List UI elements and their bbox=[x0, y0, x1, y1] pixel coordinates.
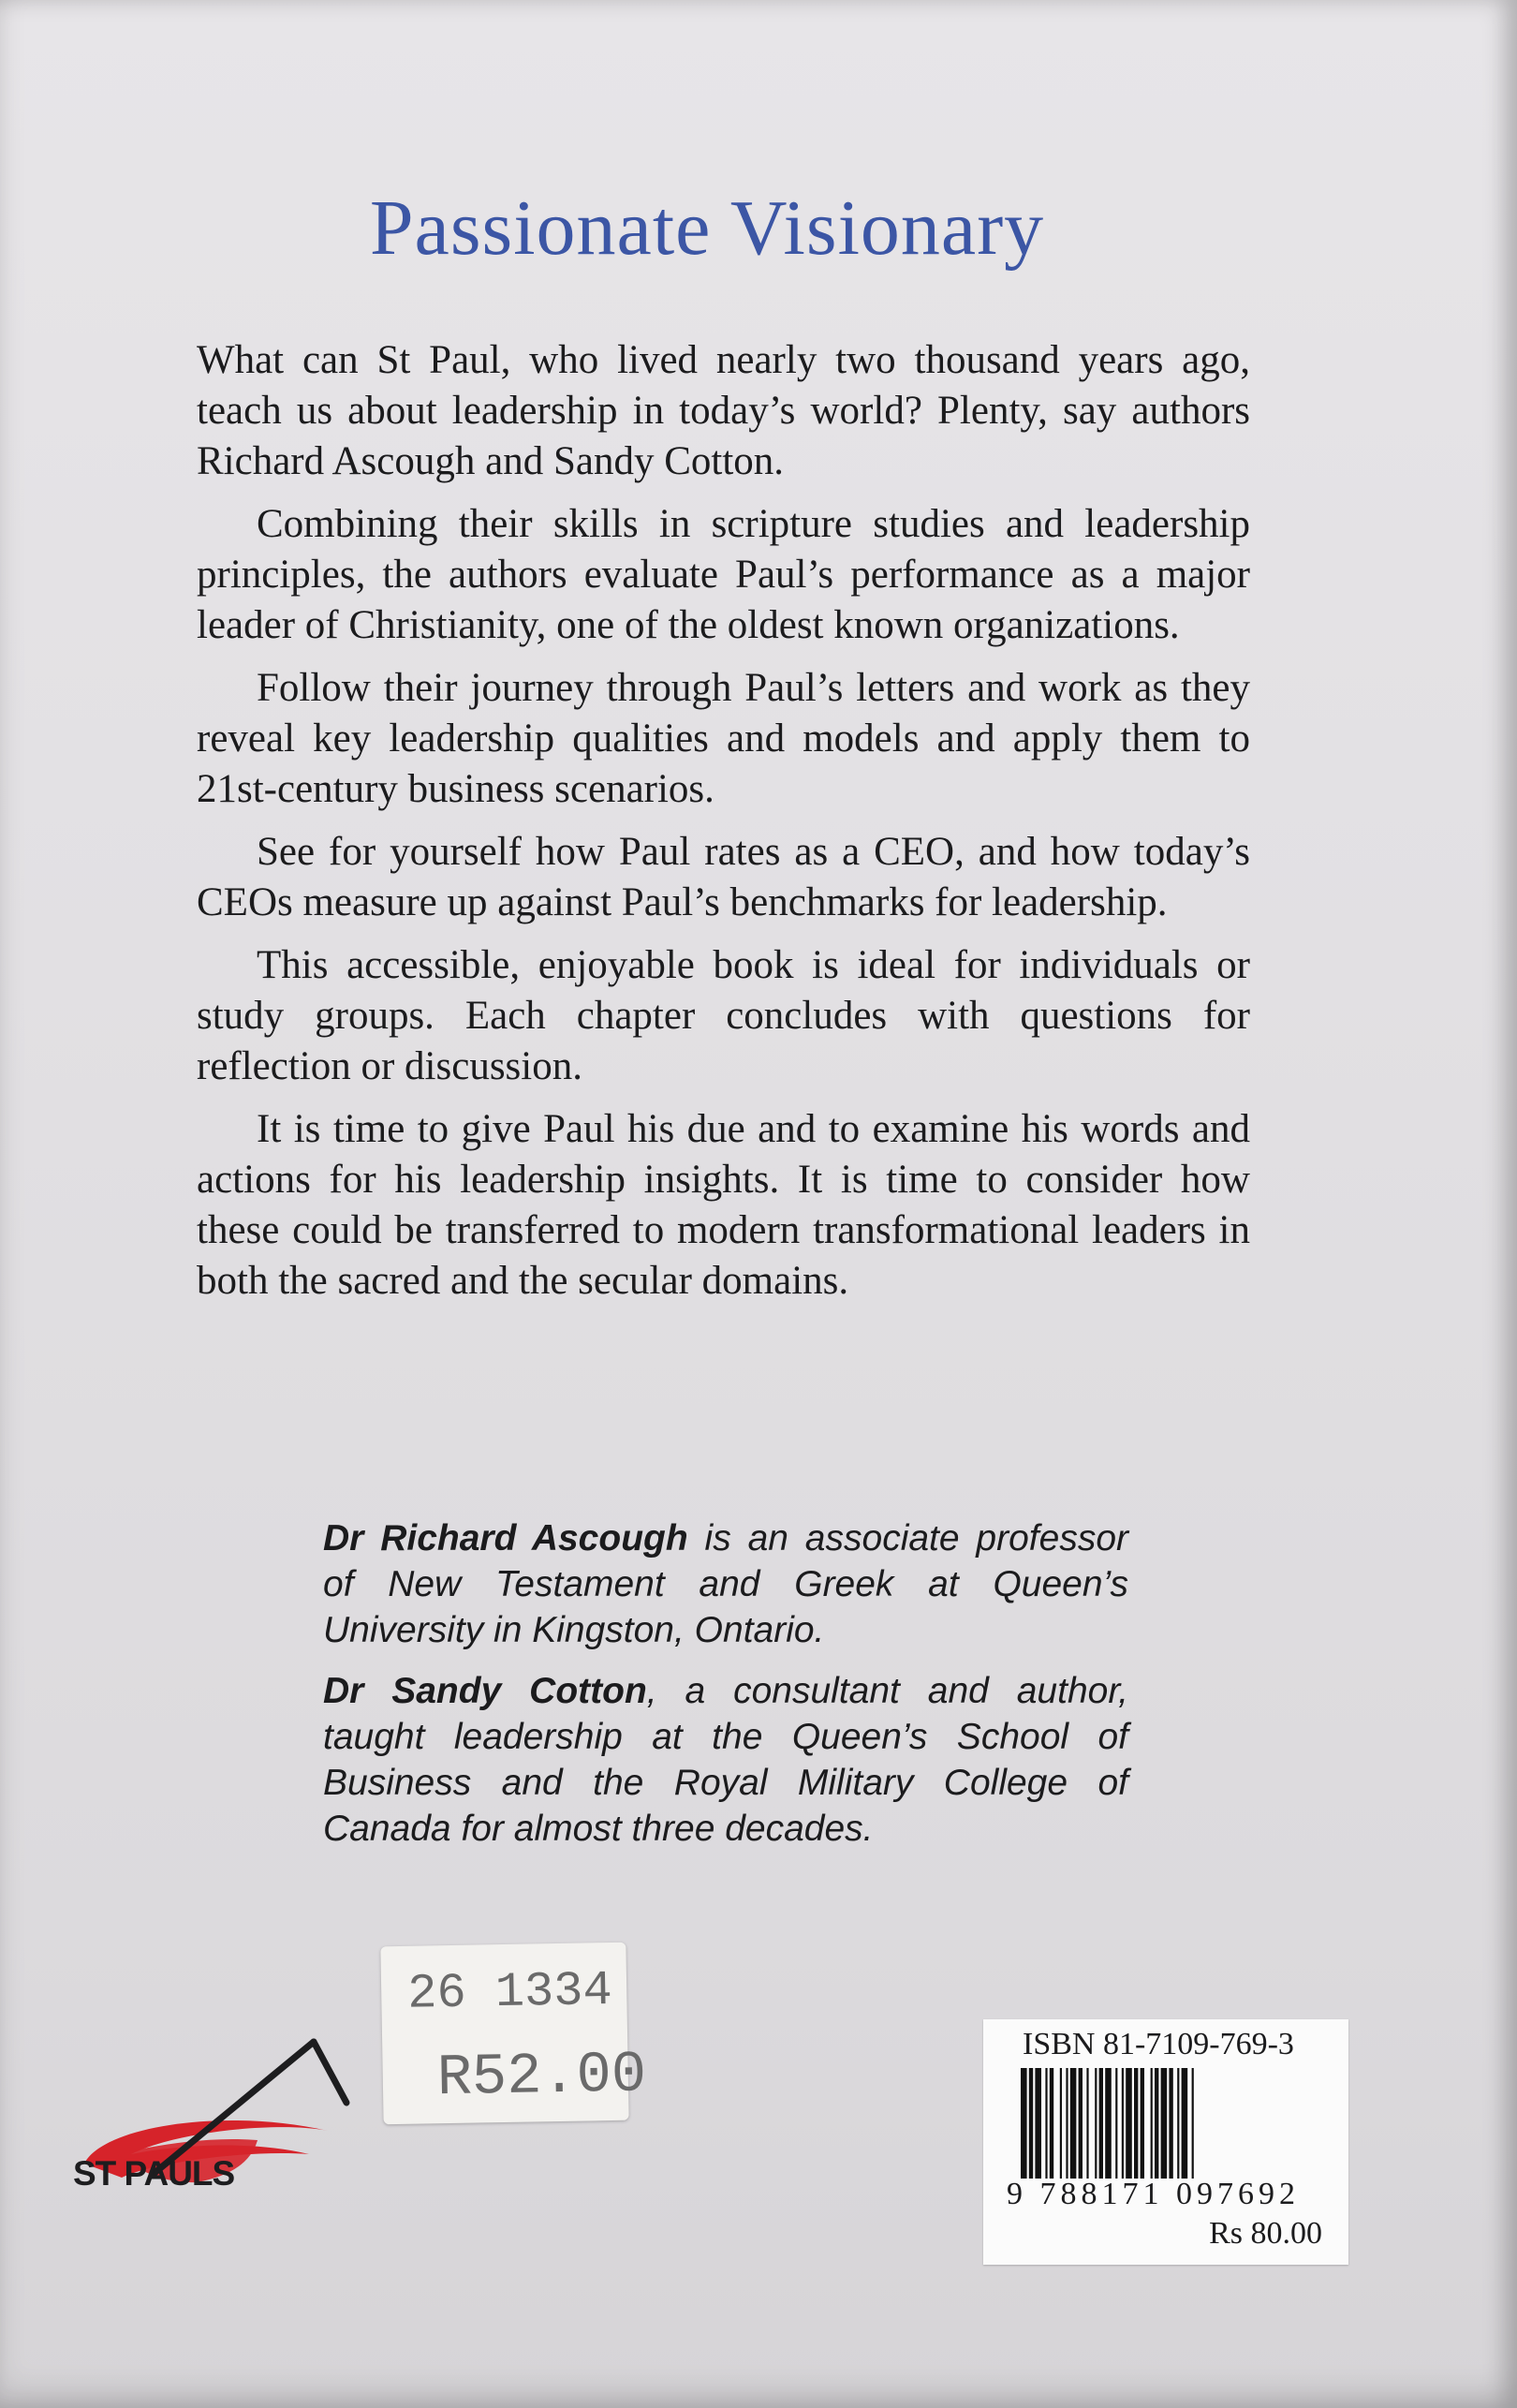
blurb-paragraph: It is time to give Paul his due and to examine his words and actions for his leadership insights. It is time to consider how these could be transferred to modern transformational leaders in both the sacred and the secular domains. bbox=[197, 1107, 1250, 1303]
blurb bbox=[197, 335, 1250, 1319]
author-name: Dr Richard Ascough bbox=[323, 1518, 688, 1559]
isbn-label: ISBN 81-7109-769-3 bbox=[1023, 2027, 1294, 2061]
blurb-paragraph: What can St Paul, who lived nearly two thousand years ago, teach us about leadership in today’s world? Plenty, say authors Richard Ascough and Sandy Cotton. bbox=[197, 338, 1250, 483]
blurb-paragraph: Combining their skills in scripture studies and leadership principles, the authors evaluate Paul’s performance as a major leader of Christianity, one of the oldest known organizations. bbox=[197, 502, 1250, 647]
author-bios bbox=[323, 1515, 1128, 1867]
author-bio-text: is an associate professor of New Testament and Greek at Queen’s University in Kingston, Ontario. bbox=[323, 1518, 1129, 1650]
price-sticker bbox=[380, 1943, 647, 2125]
author-name: Dr Sandy Cotton bbox=[323, 1671, 647, 1711]
author-bio-text: , a consultant and author, taught leadership at the Queen’s School of Business and the Royal Military College of Canada for almost three decades. bbox=[323, 1671, 1128, 1849]
blurb-paragraph: Follow their journey through Paul’s letters and work as they reveal key leadership qualities and models and apply them to 21st-century business scenarios. bbox=[197, 666, 1250, 811]
author-bio bbox=[323, 1668, 1128, 1852]
author-bio bbox=[323, 1515, 1128, 1653]
book-title: Passionate Visionary bbox=[369, 185, 1045, 272]
sticker-price: R52.00 bbox=[436, 2041, 647, 2112]
publisher-name: ST PAULS bbox=[73, 2154, 235, 2193]
barcode-bars bbox=[1021, 2068, 1313, 2179]
sticker-code: 26 1334 bbox=[406, 1962, 613, 2022]
barcode-digits: 9 788171 097692 bbox=[1007, 2177, 1300, 2211]
isbn-barcode bbox=[983, 2019, 1348, 2265]
book-price: Rs 80.00 bbox=[1209, 2216, 1322, 2251]
blurb-paragraph: This accessible, enjoyable book is ideal for individuals or study groups. Each chapter concludes with questions for reflection or discussion. bbox=[197, 943, 1250, 1088]
blurb-paragraph: See for yourself how Paul rates as a CEO, and how today’s CEOs measure up against Paul’s benchmarks for leadership. bbox=[197, 830, 1250, 924]
